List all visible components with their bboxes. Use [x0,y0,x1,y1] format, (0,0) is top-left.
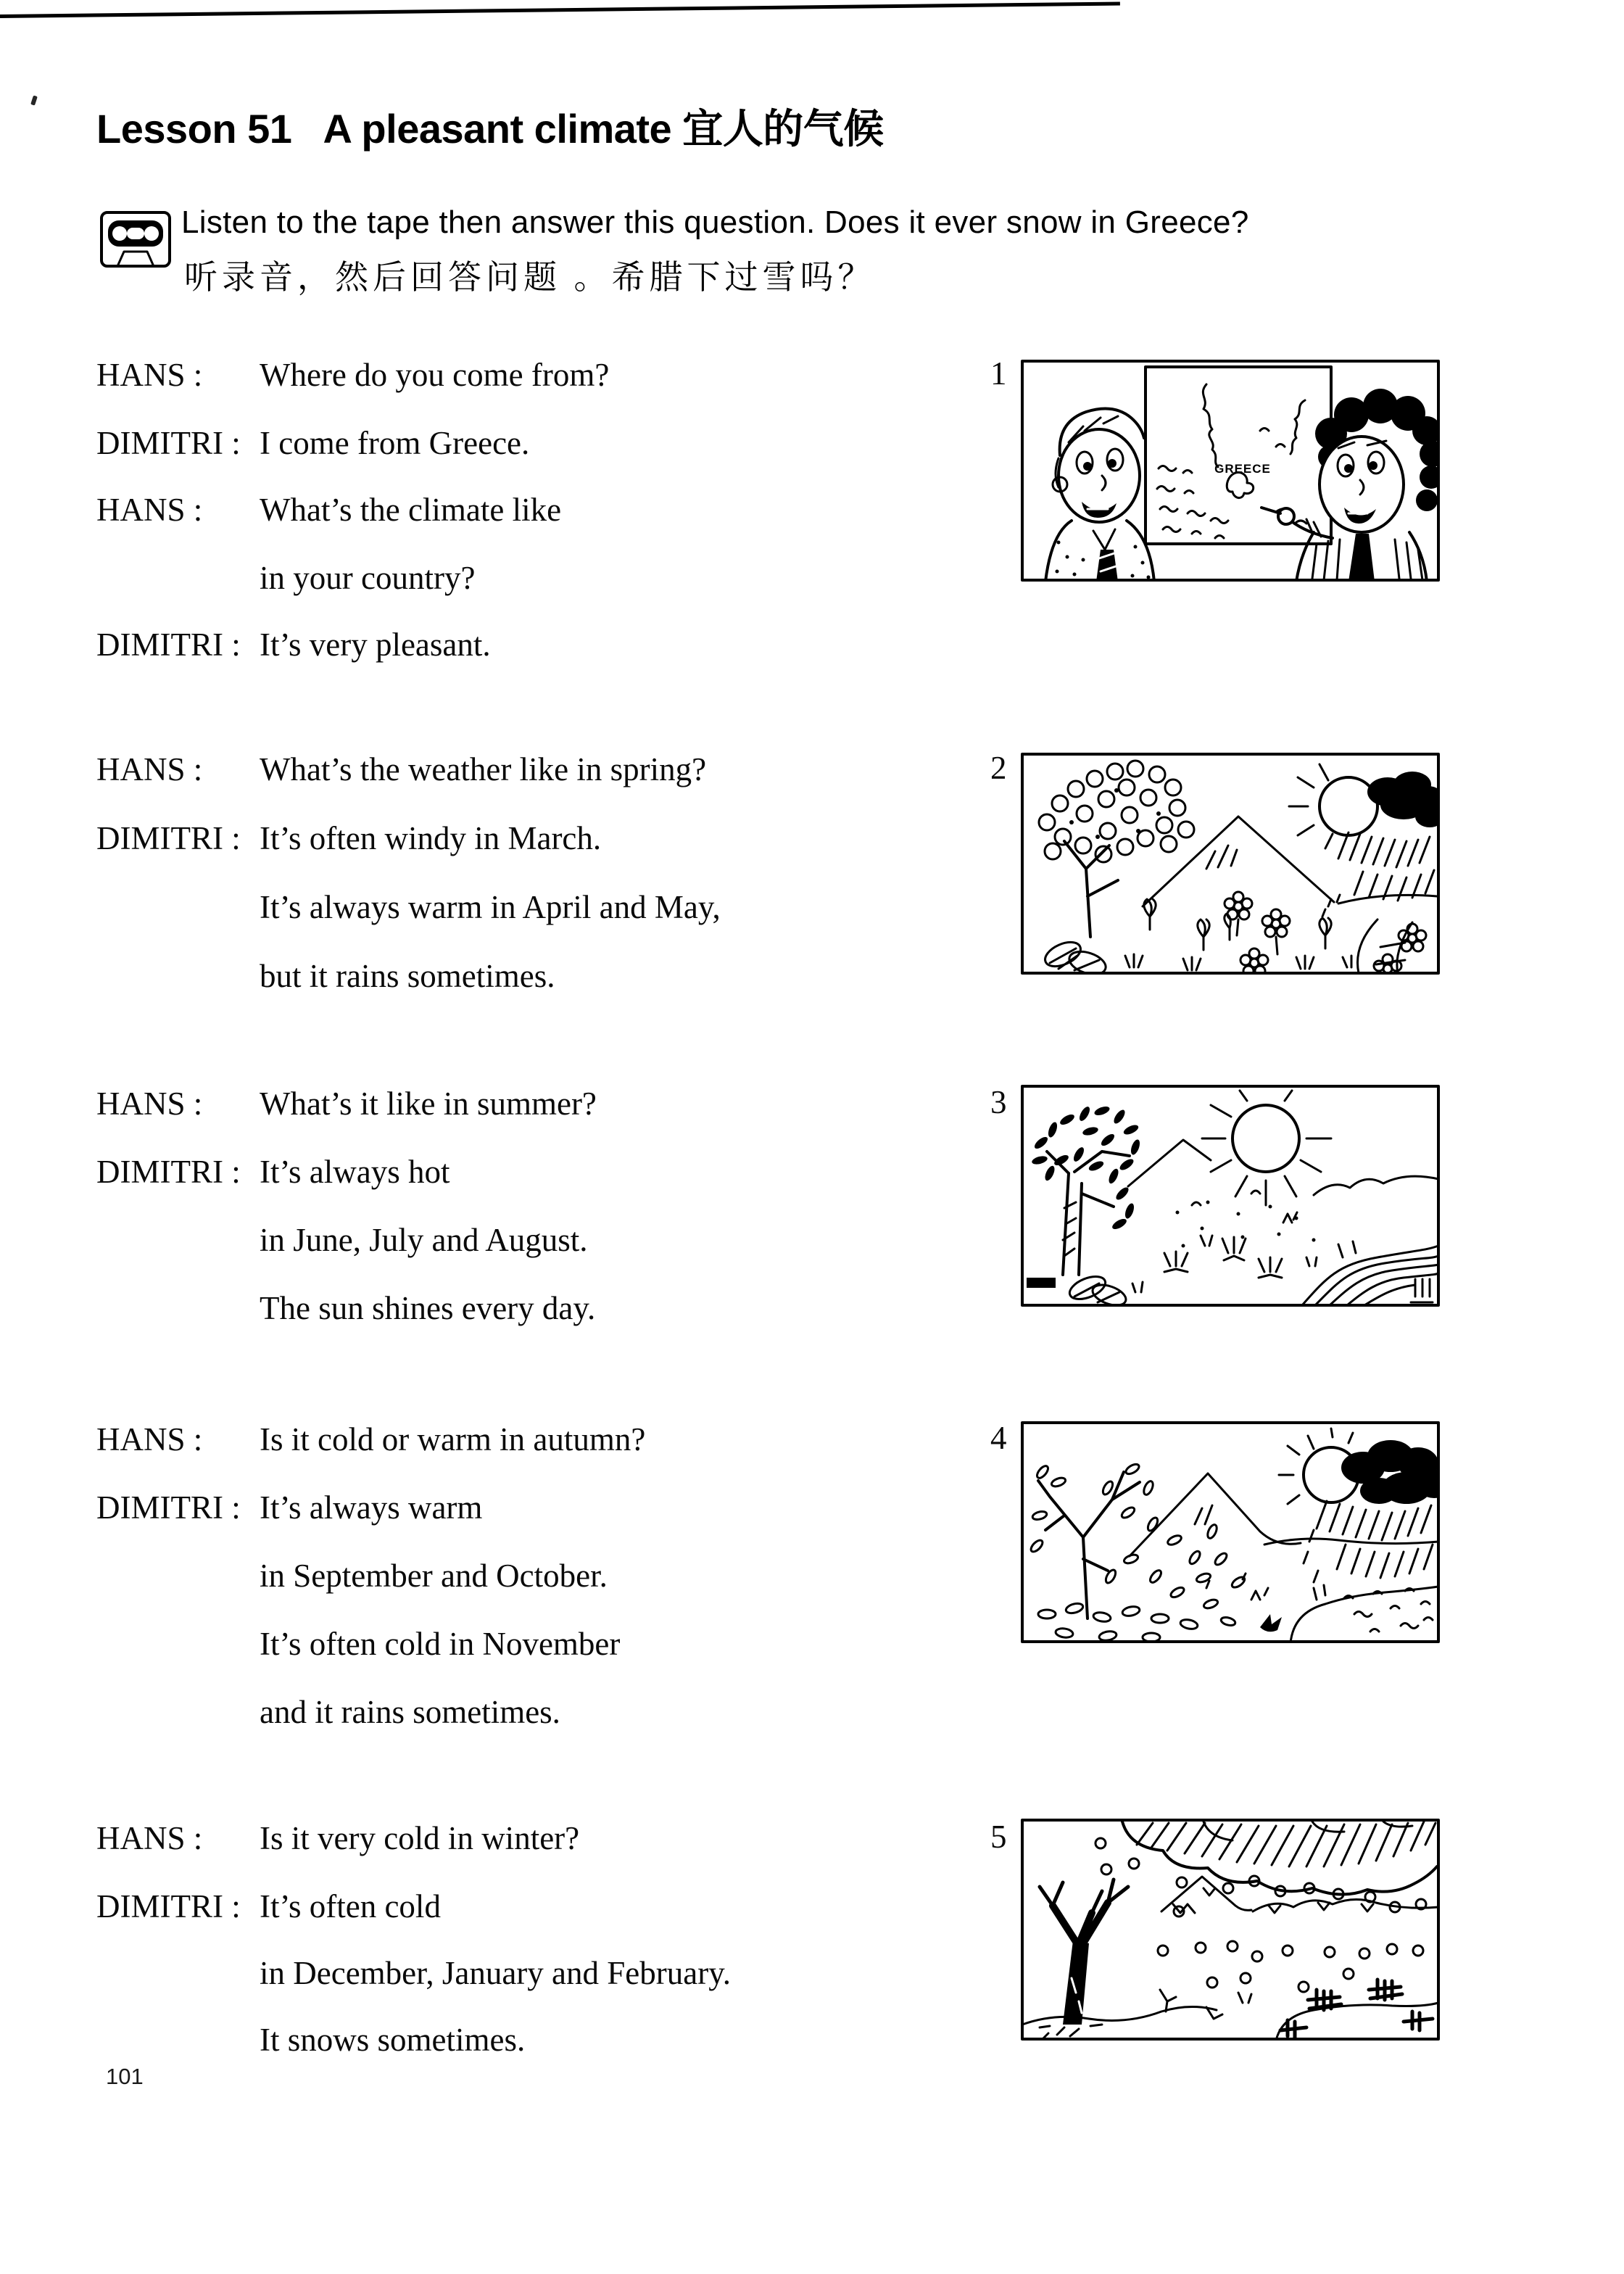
illustration-spring [1021,753,1440,975]
speaker-label: DIMITRI : [96,1154,241,1190]
dialogue-line [96,1694,1003,1730]
dialogue-line [96,1888,1003,1924]
dialogue-text: Is it very cold in winter? [260,1820,580,1856]
cassette-tape-icon [99,210,173,272]
illustration-men-with-map [1021,360,1440,582]
dialogue-line [96,1489,1003,1526]
dialogue-line [96,1955,1003,1991]
illustration-summer [1021,1085,1440,1307]
speaker-label: HANS : [96,492,203,528]
dialogue-text: What’s the climate like [260,492,562,528]
illustration-autumn [1021,1421,1440,1643]
blossom-tree [1039,761,1194,937]
speaker-label: HANS : [96,357,203,393]
dialogue-line [96,889,1003,925]
speaker-label: HANS : [96,751,203,787]
speaker-label: HANS : [96,1086,203,1122]
bare-tree [1040,1880,1128,2039]
dialogue-line [96,492,1003,528]
dialogue-text: I come from Greece. [260,425,530,461]
speaker-label: DIMITRI : [96,1489,241,1526]
picture-number: 4 [990,1420,1007,1456]
dialogue-line [96,1222,1003,1258]
dialogue-line [96,820,1003,856]
speaker-label: DIMITRI : [96,627,241,663]
dialogue-text: It’s always warm [260,1489,483,1526]
speaker-label: HANS : [96,1820,203,1856]
dialogue-text: but it rains sometimes. [260,958,555,994]
grass-tufts [1125,954,1351,970]
dialogue-text: What’s it like in summer? [260,1086,597,1122]
dialogue-line [96,1154,1003,1190]
sun-with-rays [1202,1091,1331,1205]
dialogue-text: It’s often windy in March. [260,820,602,856]
sea-wave-marks [1157,429,1285,539]
dialogue-line [96,1626,1003,1662]
scan-speck [30,95,38,105]
dialogue-line [96,2022,1003,2058]
dialogue-line [96,425,1003,461]
dialogue-text: It’s often cold [260,1888,441,1924]
map-of-greece [1146,367,1331,544]
grass-clump [1066,1272,1129,1307]
dialogue-line [96,751,1003,787]
dialogue-text: in December, January and February. [260,1955,732,1991]
tree-losing-leaves [1029,1463,1246,1618]
leafy-tree [1027,1105,1141,1307]
dialogue-line [96,1290,1003,1326]
snow-clouds [1122,1822,1437,1895]
listen-instruction-chinese: 听录音，然后回答问题 。希腊下过雪吗？ [184,259,876,296]
dialogue-text: Where do you come from? [260,357,610,393]
dialogue-line [96,357,1003,393]
speaker-label: DIMITRI : [96,1888,241,1924]
dialogue-line [96,627,1003,663]
snowy-mountains [1161,1877,1438,1913]
falling-leaves [1104,1505,1246,1599]
listen-instruction-english: Listen to the tape then answer this question. Does it ever snow in Greece? [181,204,1249,240]
dialogue-text: Is it cold or warm in autumn? [260,1421,646,1458]
dialogue-text: What’s the weather like in spring? [260,751,707,787]
sun-behind-cloud [1279,1429,1440,1504]
dialogue-text: It’s often cold in November [260,1626,621,1662]
picture-number: 1 [990,355,1007,392]
dialogue-line [96,958,1003,994]
picture-number: 5 [990,1819,1007,1855]
sun [1289,764,1378,848]
dialogue-text: in June, July and August. [260,1222,588,1258]
dialogue-text: It’s always warm in April and May, [260,889,721,925]
dialogue-line [96,1820,1003,1856]
fallen-leaves [1038,1574,1282,1642]
leafy-clump [1042,938,1109,975]
dialogue-text: It snows sometimes. [260,2022,526,2058]
hans-figure [1045,409,1154,582]
dialogue-text: It’s very pleasant. [260,627,491,663]
dialogue-line [96,1558,1003,1594]
dimitri-figure [1262,389,1440,582]
flowers-and-sprouts [1042,892,1426,975]
stream [1302,1241,1438,1305]
mountain [1143,816,1437,906]
page-number: 101 [106,2064,144,2089]
lesson-title: Lesson 51 A pleasant climate 宜人的气候 [96,106,884,152]
cloud-hatching [1137,1822,1436,1866]
illustration-winter [1021,1819,1440,2041]
dialogue-text: in September and October. [260,1558,608,1594]
dialogue-line [96,560,1003,596]
picture-number: 3 [990,1084,1007,1120]
dialogue-text: and it rains sometimes. [260,1694,560,1730]
dialogue-text: in your country? [260,560,476,596]
map-label: GREECE [1214,462,1271,476]
picture-number: 2 [990,750,1007,786]
scan-artifact-line [0,1,1120,18]
speaker-label: HANS : [96,1421,203,1458]
dialogue-line [96,1421,1003,1458]
lake [1290,1585,1438,1643]
dialogue-line [96,1086,1003,1122]
crosshatch-patches [1280,1980,1433,2038]
speaker-label: DIMITRI : [96,425,241,461]
dialogue-text: The sun shines every day. [260,1290,596,1326]
speaker-label: DIMITRI : [96,820,241,856]
dialogue-text: It’s always hot [260,1154,450,1190]
